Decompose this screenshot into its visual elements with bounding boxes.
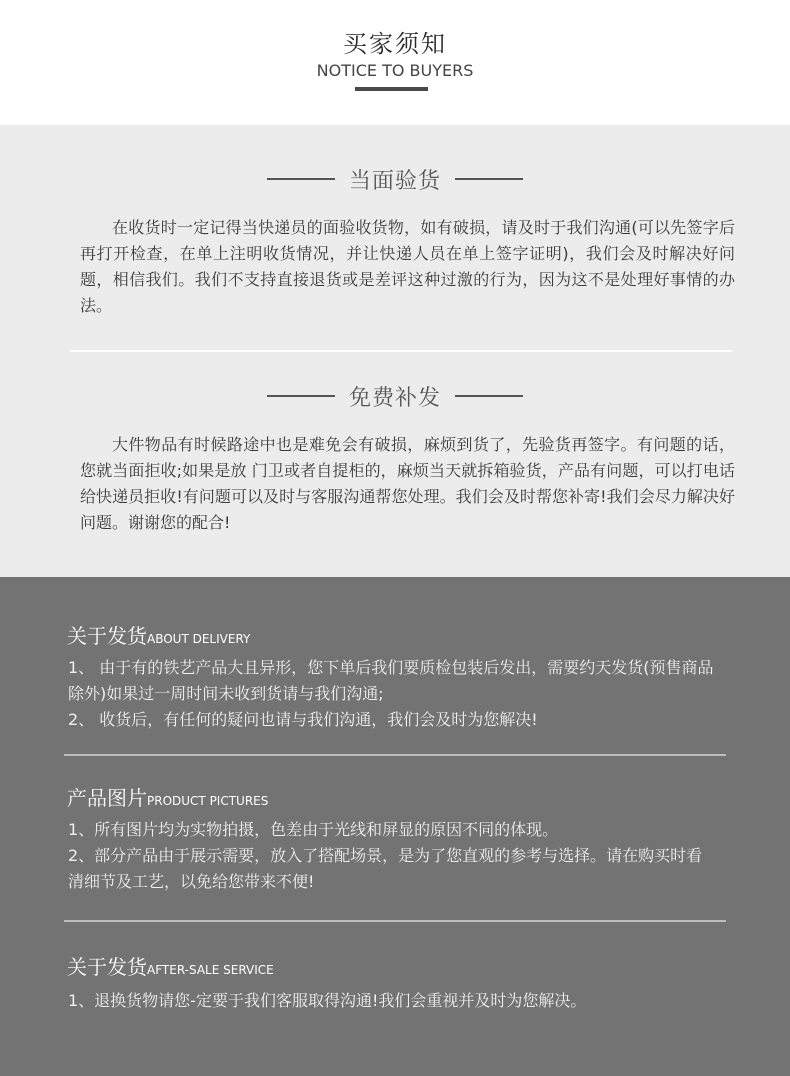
- info-panel: [0, 577, 790, 1076]
- info-title-en: ABOUT DELIVERY: [147, 632, 251, 646]
- info-title-cn: 关于发货: [67, 955, 147, 979]
- info-title-en: PRODUCT PICTURES: [147, 794, 269, 808]
- page-title: 买家须知: [343, 30, 447, 58]
- notice-panel: [0, 125, 790, 577]
- info-divider: [64, 920, 726, 922]
- info-title-cn: 产品图片: [67, 786, 147, 810]
- info-title-pictures: [67, 782, 268, 811]
- info-title-cn: 关于发货: [67, 624, 147, 648]
- section-heading-inspection: [0, 164, 790, 194]
- list-item: 1、退换货物请您-定要于我们客服取得沟通!我们会重视并及时为您解决。: [68, 991, 587, 1010]
- info-title-en: AFTER-SALE SERVICE: [147, 963, 274, 977]
- heading-rule-right: [455, 395, 523, 397]
- heading-rule-left: [267, 178, 335, 180]
- heading-rule-right: [455, 178, 523, 180]
- section-divider: [70, 350, 732, 352]
- section-heading-reship: [0, 381, 790, 411]
- info-title-delivery: [67, 620, 250, 649]
- info-list-after-sale: [68, 988, 718, 1014]
- section-paragraph-reship: 大件物品有时候路途中也是难免会有破损，麻烦到货了，先验货再签字。有问题的话，您就当面拒收;如果是放 门卫或者自提柜的，麻烦当天就拆箱验货，产品有问题，可以打电话给快递员拒收!有问题可以及时与客服沟通帮您处理。我们会及时帮您补寄!我们会尽力解决好问题。谢谢您的配合!: [80, 435, 735, 532]
- section-paragraph-inspection: 在收货时一定记得当快递员的面验收货物，如有破损，请及时于我们沟通(可以先签字后再打开检查，在单上注明收货情况，并让快递人员在单上签字证明)，我们会及时解决好问题，相信我们。我们不支持直接退货或是差评这种过激的行为，因为这不是处理好事情的办法。: [80, 218, 735, 315]
- section-heading-text: 免费补发: [348, 385, 441, 411]
- list-item: 1、 由于有的铁艺产品大且异形，您下单后我们要质检包装后发出，需要约天发货(预售商品除外)如果过一周时间未收到货请与我们沟通;: [68, 658, 714, 703]
- info-title-after-sale: [67, 951, 274, 980]
- info-divider: [64, 754, 726, 756]
- heading-rule-left: [267, 395, 335, 397]
- page-subtitle: NOTICE TO BUYERS: [316, 61, 474, 80]
- list-item: 1、所有图片均为实物拍摄，色差由于光线和屏显的原因不同的体现。: [68, 820, 559, 839]
- info-list-delivery: [68, 655, 718, 733]
- header: [0, 0, 790, 125]
- list-item: 2、部分产品由于展示需要，放入了搭配场景，是为了您直观的参考与选择。请在购买时看清细节及工艺，以免给您带来不便!: [68, 846, 703, 891]
- section-heading-text: 当面验货: [348, 168, 441, 194]
- list-item: 2、 收货后，有任何的疑问也请与我们沟通，我们会及时为您解决!: [68, 710, 538, 729]
- title-underline: [355, 87, 428, 91]
- info-list-pictures: [68, 817, 718, 895]
